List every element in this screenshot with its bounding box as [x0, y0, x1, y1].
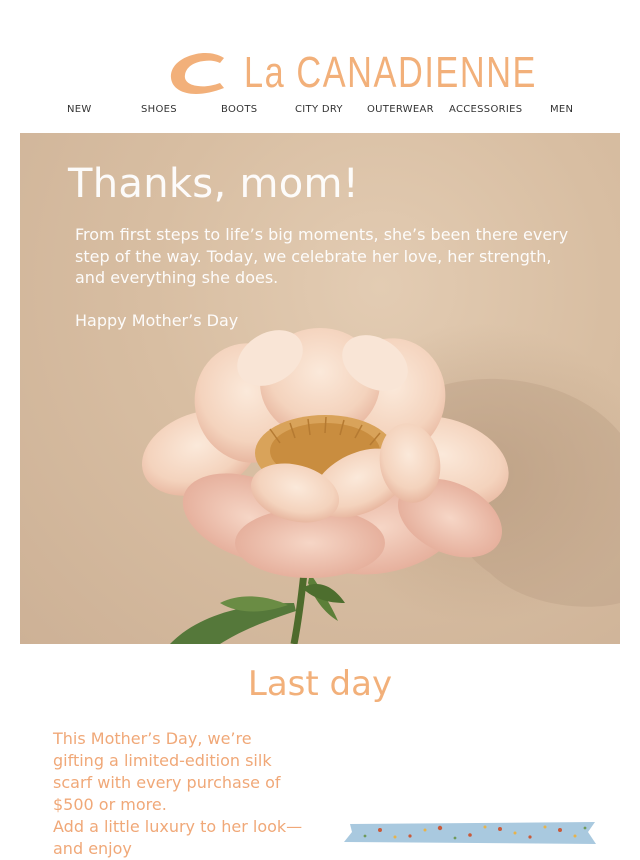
promo-title: Last day [247, 664, 393, 704]
promo-line-2: Add a little luxury to her look—and enjoy [53, 817, 303, 858]
nav-item-shoes[interactable]: SHOES [141, 104, 177, 115]
nav-item-outerwear[interactable]: OUTERWEAR [367, 104, 434, 115]
peony-flower-image [20, 133, 620, 644]
nav-item-men[interactable]: MEN [550, 104, 574, 115]
main-nav [20, 104, 620, 122]
nav-item-new[interactable]: NEW [67, 104, 92, 115]
brand-logo[interactable] [168, 48, 538, 98]
silk-scarf-image[interactable] [340, 818, 600, 848]
nav-item-accessories[interactable]: ACCESSORIES [449, 104, 523, 115]
hero-body-text: From first steps to life’s big moments, she’s been there every step of the way. Today, we celebrate her love, her strength, and everything she does. [75, 225, 569, 287]
hero-banner[interactable] [20, 133, 620, 644]
nav-item-boots[interactable]: BOOTS [221, 104, 258, 115]
promo-text [53, 728, 303, 860]
brand-c-mark-icon [168, 50, 234, 96]
hero-signoff: Happy Mother’s Day [75, 311, 239, 330]
hero-title: Thanks, mom! [68, 161, 360, 207]
brand-name: La CANADIENNE [244, 48, 538, 97]
nav-item-city-dry[interactable]: CITY DRY [295, 104, 343, 115]
promo-line-1: This Mother’s Day, we’re gifting a limited-edition silk scarf with every purchase of $500 or more. [53, 729, 281, 814]
